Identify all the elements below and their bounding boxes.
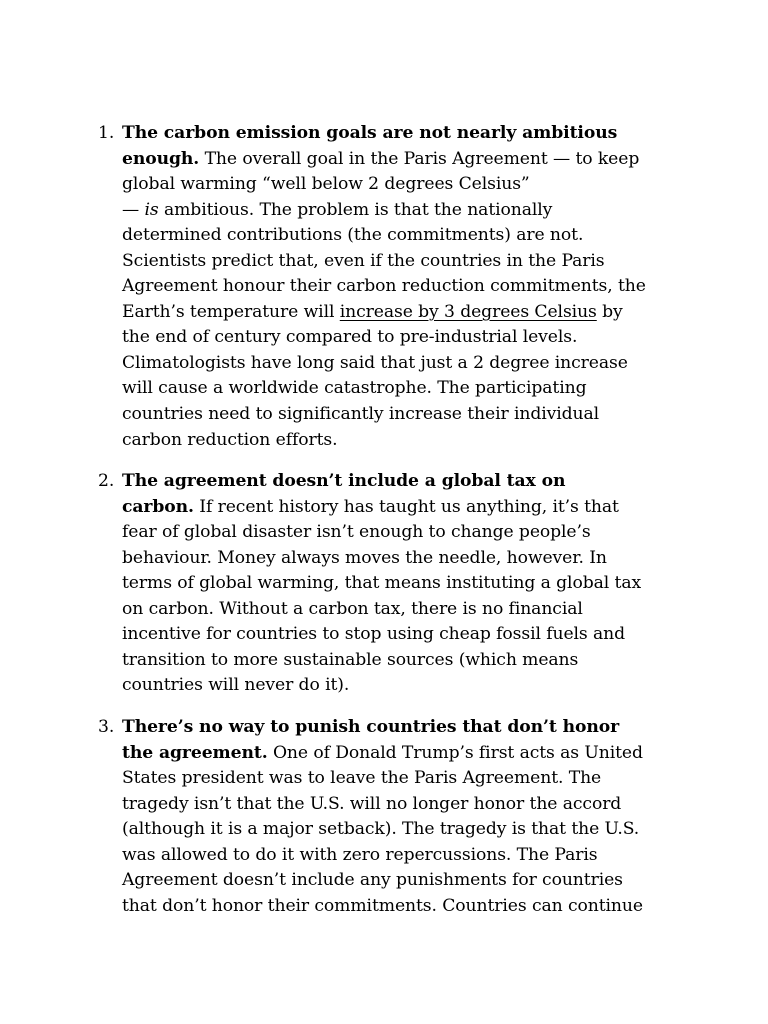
underlined-text: increase by 3 degrees Celsius bbox=[339, 301, 597, 322]
bold-text: carbon. bbox=[122, 496, 194, 517]
text-run: Agreement honour their carbon reduction commitments, the bbox=[122, 276, 646, 297]
text-line bbox=[122, 817, 685, 843]
text-run: terms of global warming, that means instituting a global tax bbox=[122, 573, 642, 594]
text-line bbox=[122, 868, 685, 894]
text-run: will cause a worldwide catastrophe. The participating bbox=[122, 378, 587, 399]
text-line bbox=[122, 766, 685, 792]
text-line bbox=[122, 469, 685, 495]
text-run: on carbon. Without a carbon tax, there is no financial bbox=[122, 598, 583, 619]
text-run: determined contributions (the commitments) are not. bbox=[122, 225, 584, 246]
text-line bbox=[122, 546, 685, 572]
text-run: that don’t honor their commitments. Countries can continue bbox=[122, 895, 643, 916]
bold-text: The carbon emission goals are not nearly ambitious bbox=[122, 123, 618, 143]
text-line bbox=[122, 325, 685, 351]
text-line bbox=[122, 597, 685, 623]
text-run: Scientists predict that, even if the countries in the Paris bbox=[122, 250, 605, 271]
text-line bbox=[122, 121, 685, 147]
text-run: fear of global disaster isn’t enough to change people’s bbox=[122, 522, 591, 543]
text-line bbox=[122, 495, 685, 521]
text-line bbox=[122, 376, 685, 402]
bold-text: The agreement doesn’t include a global tax on bbox=[122, 471, 566, 492]
text-run: — bbox=[122, 199, 145, 220]
bold-text: enough. bbox=[122, 148, 200, 169]
text-run: Agreement doesn’t include any punishments for countries bbox=[122, 870, 623, 891]
text-line bbox=[122, 648, 685, 674]
text-line bbox=[122, 172, 685, 198]
text-run: countries will never do it). bbox=[122, 675, 350, 696]
text-line bbox=[122, 402, 685, 428]
text-line bbox=[122, 223, 685, 249]
bold-text: There’s no way to punish countries that don’t honor bbox=[122, 717, 620, 738]
text-run: If recent history has taught us anything, it’s that bbox=[193, 496, 619, 517]
text-line bbox=[122, 792, 685, 818]
text-run: countries need to significantly increase their individual bbox=[122, 404, 600, 425]
text-line bbox=[122, 520, 685, 546]
text-run: (although it is a major setback). The tragedy is that the U.S. bbox=[122, 819, 640, 840]
list-item-body bbox=[122, 715, 685, 919]
list-item-body bbox=[122, 469, 685, 699]
text-line bbox=[122, 249, 685, 275]
text-line bbox=[122, 673, 685, 699]
text-run: Climatologists have long said that just a 2 degree increase bbox=[122, 352, 628, 373]
list-item bbox=[95, 121, 685, 453]
text-line bbox=[122, 715, 685, 741]
text-run: behaviour. Money always moves the needle, however. In bbox=[122, 547, 607, 568]
list-item-number: 3. bbox=[98, 717, 115, 738]
text-line bbox=[122, 274, 685, 300]
text-run: incentive for countries to stop using cheap fossil fuels and bbox=[122, 624, 626, 645]
text-run: Earth’s temperature will bbox=[122, 301, 340, 322]
list-item-number: 1. bbox=[98, 123, 115, 143]
list-item-body bbox=[122, 121, 685, 453]
text-line bbox=[122, 351, 685, 377]
text-run: tragedy isn’t that the U.S. will no longer honor the accord bbox=[122, 793, 622, 814]
list-item bbox=[95, 469, 685, 699]
text-run: The overall goal in the Paris Agreement — to keep bbox=[199, 148, 640, 169]
text-run: transition to more sustainable sources (which means bbox=[122, 649, 579, 670]
text-line bbox=[122, 300, 685, 326]
text-run: global warming “well below 2 degrees Celsius” bbox=[122, 174, 530, 195]
text-run: carbon reduction efforts. bbox=[122, 429, 338, 450]
text-line bbox=[122, 741, 685, 767]
text-line bbox=[122, 843, 685, 869]
list-item-number: 2. bbox=[98, 471, 115, 492]
text-run: States president was to leave the Paris Agreement. The bbox=[122, 768, 602, 789]
text-run: by bbox=[596, 301, 623, 322]
text-run: the end of century compared to pre-industrial levels. bbox=[122, 327, 578, 348]
text-line bbox=[122, 571, 685, 597]
text-run: One of Donald Trump’s first acts as United bbox=[267, 742, 643, 763]
text-line bbox=[122, 428, 685, 454]
bold-text: the agreement. bbox=[122, 742, 268, 763]
text-line bbox=[122, 894, 685, 920]
text-line bbox=[122, 198, 685, 224]
text-run: was allowed to do it with zero repercussions. The Paris bbox=[122, 844, 598, 865]
text-run: ambitious. The problem is that the nationally bbox=[158, 199, 553, 220]
list-item bbox=[95, 715, 685, 919]
italic-text: is bbox=[144, 199, 159, 220]
numbered-list bbox=[95, 121, 685, 935]
text-line bbox=[122, 147, 685, 173]
text-line bbox=[122, 622, 685, 648]
